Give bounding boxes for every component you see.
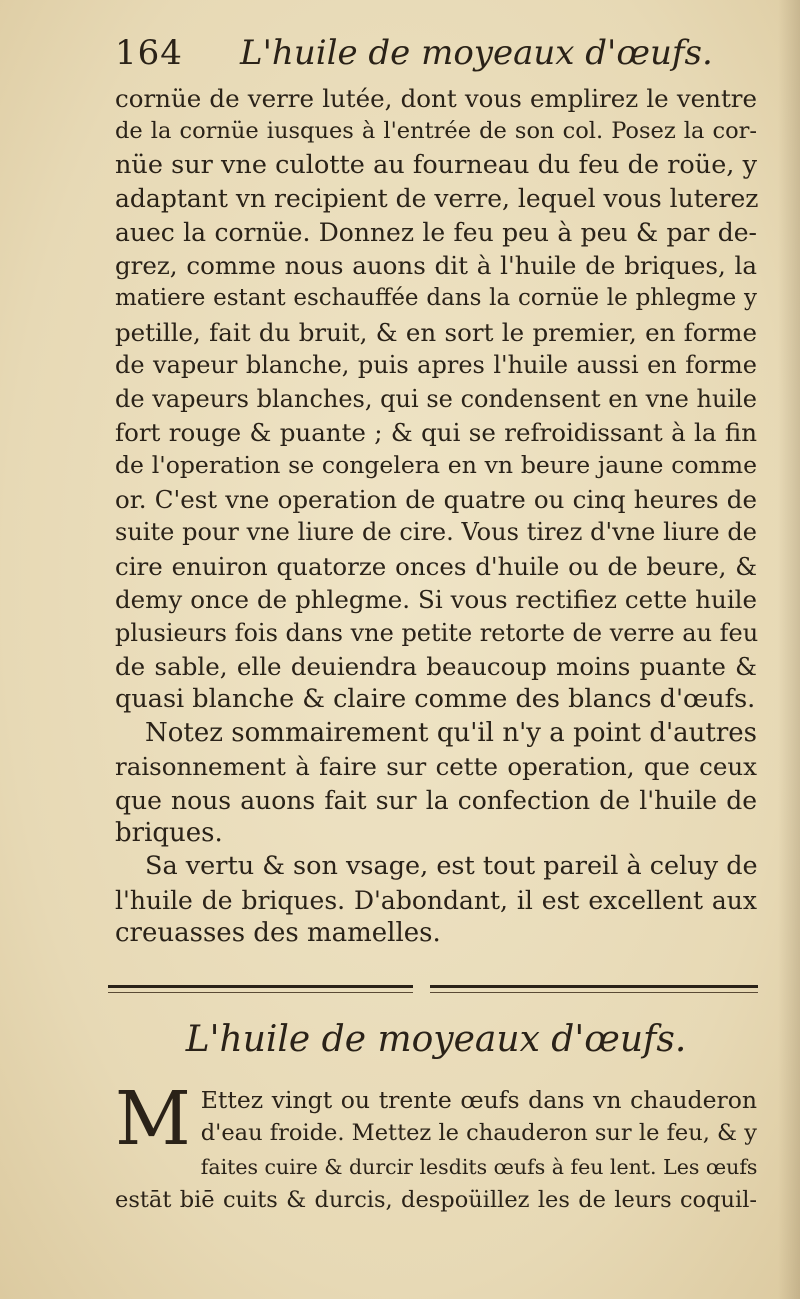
text-line: briques. <box>115 817 223 848</box>
text-line: grez, comme nous auons dit à l'huile de briques, la <box>115 251 757 281</box>
section-title: L'huile de moyeaux d'œufs. <box>185 1019 687 1060</box>
section-rule-left <box>108 985 413 988</box>
text-line: que nous auons fait sur la confection de l'huile de <box>115 785 757 815</box>
text-line: de vapeurs blanches, qui se condensent en vne huile <box>115 384 757 413</box>
text-line: Sa vertu & son vsage, est tout pareil à celuy de <box>145 851 758 882</box>
running-title: L'huile de moyeaux d'œufs. <box>240 33 713 73</box>
page-edge-shadow <box>778 0 800 1299</box>
text-line: creuasses des mamelles. <box>115 918 441 949</box>
text-line: faites cuire & durcir lesdits œufs à feu lent. Les œufs <box>200 1154 758 1179</box>
text-line: nüe sur vne culotte au fourneau du feu de roüe, y <box>115 149 757 180</box>
text-line: de l'operation se congelera en vn beure jaune comme <box>115 451 757 480</box>
text-line: Notez sommairement qu'il n'y a point d'autres <box>145 717 757 748</box>
text-line: d'eau froide. Mettez le chauderon sur le feu, & y <box>200 1120 757 1147</box>
text-line: de sable, elle deuiendra beaucoup moins puante & <box>115 651 757 681</box>
text-line: de vapeur blanche, puis apres l'huile aussi en forme <box>115 351 757 380</box>
text-line: auec la cornüe. Donnez le feu peu à peu & par de- <box>115 217 757 247</box>
text-line: quasi blanche & claire comme des blancs d'œufs. <box>115 684 756 715</box>
paragraph-2 <box>115 717 757 851</box>
text-line: fort rouge & puante ; & qui se refroidissant à la fin <box>115 418 757 448</box>
section-rule-right <box>430 985 758 988</box>
text-line: cornüe de verre lutée, dont vous emplirez le ventre <box>115 84 757 113</box>
paragraph-1 <box>115 82 757 717</box>
text-line: cire enuiron quatorze onces d'huile ou de beure, & <box>115 551 757 581</box>
paragraph-3 <box>115 850 757 950</box>
text-line: de la cornüe iusques à l'entrée de son col. Posez la cor- <box>115 118 757 145</box>
text-line: or. C'est vne operation de quatre ou cinq heures de <box>115 484 757 514</box>
text-line: Ettez vingt ou trente œufs dans vn chauderon <box>200 1086 757 1114</box>
text-line: raisonnement à faire sur cette operation, que ceux <box>115 752 757 782</box>
text-line: adaptant vn recipient de verre, lequel vous luterez <box>115 184 759 214</box>
text-line: estāt biē cuits & durcis, despoüillez les de leurs coquil- <box>115 1187 757 1214</box>
text-line: l'huile de briques. D'abondant, il est excellent aux <box>115 885 757 915</box>
text-line: demy once de phlegme. Si vous rectifiez cette huile <box>115 585 757 615</box>
drop-cap: M <box>115 1076 191 1162</box>
text-line: plusieurs fois dans vne petite retorte de verre au feu <box>115 618 759 647</box>
section-rule-thin-right <box>430 992 758 993</box>
main-text <box>115 82 757 951</box>
text-line: matiere estant eschauffée dans la cornüe le phlegme y <box>115 285 757 312</box>
section-rule-thin-left <box>108 992 413 993</box>
text-line: suite pour vne liure de cire. Vous tirez d'vne liure de <box>115 518 757 547</box>
page-number: 164 <box>115 33 183 73</box>
running-head <box>115 28 735 78</box>
text-line: petille, fait du bruit, & en sort le premier, en forme <box>115 317 757 347</box>
section-text <box>115 1076 758 1218</box>
